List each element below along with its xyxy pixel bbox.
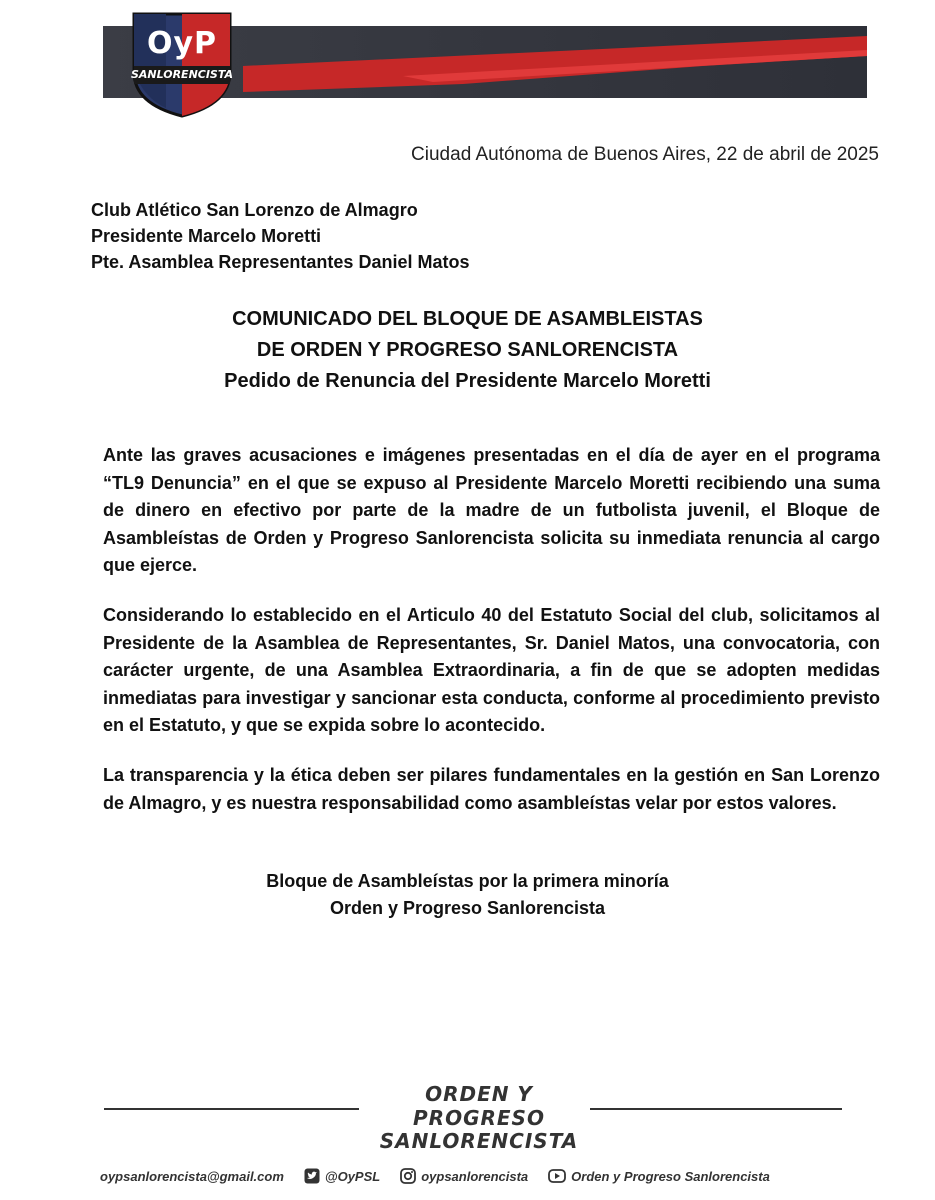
- communique-title: [0, 304, 935, 397]
- contact-twitter[interactable]: [304, 1168, 380, 1184]
- footer-logo-line-1: ORDEN Y PROGRESO: [413, 1082, 545, 1130]
- recipients-block: [91, 197, 469, 275]
- recipient-line: Presidente Marcelo Moretti: [91, 226, 322, 246]
- body-paragraph-1: Ante las graves acusaciones e imágenes presentadas en el día de ayer en el programa “TL9 Denuncia” en el que se expuso al Presidente Marcelo Moretti recibiendo una suma de dinero en efectivo por parte de la madre de un futbolista juvenil, el Bloque de Asambleístas de Orden y Progreso Sanlorencista solicita su inmediata renuncia al cargo que ejerce.: [103, 445, 880, 575]
- club-shield-logo: [130, 8, 234, 120]
- footer-logo-line-2: SANLORENCISTA: [379, 1129, 579, 1153]
- contact-twitter-text: @OyPSL: [324, 1168, 381, 1184]
- footer-rule-left: [104, 1108, 359, 1110]
- shield-logo-subtext: SANLORENCISTA: [130, 68, 234, 81]
- footer-contacts: [100, 1168, 790, 1184]
- footer-rule-right: [590, 1108, 842, 1110]
- title-line-3: Pedido de Renuncia del Presidente Marcelo Moretti: [224, 370, 711, 392]
- signature-line-2: Orden y Progreso Sanlorencista: [329, 898, 606, 918]
- recipient-line: Pte. Asamblea Representantes Daniel Matos: [91, 252, 470, 272]
- title-line-1: COMUNICADO DEL BLOQUE DE ASAMBLEISTAS: [232, 308, 703, 330]
- contact-youtube[interactable]: [548, 1169, 770, 1184]
- body-paragraph-2: Considerando lo establecido en el Articulo 40 del Estatuto Social del club, solicitamos al Presidente de la Asamblea de Representantes, Sr. Daniel Matos, una convocatoria, con carácter urgente, de una Asamblea Extraordinaria, a fin de que se adopten medidas inmediatas para investigar y sancionar esta conducta, conforme al procedimiento previsto en el Estatuto, y que se expida sobre lo acontecido.: [103, 605, 880, 735]
- recipient-line: Club Atlético San Lorenzo de Almagro: [91, 200, 418, 220]
- title-line-2: DE ORDEN Y PROGRESO SANLORENCISTA: [256, 339, 679, 361]
- instagram-icon: [400, 1168, 416, 1184]
- youtube-icon: [548, 1169, 566, 1183]
- twitter-icon: [304, 1168, 320, 1184]
- body-paragraph-3: La transparencia y la ética deben ser pilares fundamentales en la gestión en San Lorenzo de Almagro, y es nuestra responsabilidad como asambleístas velar por estos valores.: [103, 765, 880, 813]
- shield-logo-text: OyP: [146, 26, 218, 61]
- contact-instagram[interactable]: [400, 1168, 528, 1184]
- contact-youtube-text: Orden y Progreso Sanlorencista: [571, 1168, 770, 1184]
- signature-block: [0, 868, 935, 922]
- contact-email-text: oypsanlorencista@gmail.com: [100, 1168, 284, 1184]
- footer-logo: [373, 1082, 585, 1152]
- date-line: Ciudad Autónoma de Buenos Aires, 22 de abril de 2025: [411, 144, 879, 165]
- contact-instagram-text: oypsanlorencista: [421, 1168, 529, 1184]
- contact-email[interactable]: [100, 1169, 284, 1184]
- signature-line-1: Bloque de Asambleístas por la primera minoría: [266, 871, 669, 891]
